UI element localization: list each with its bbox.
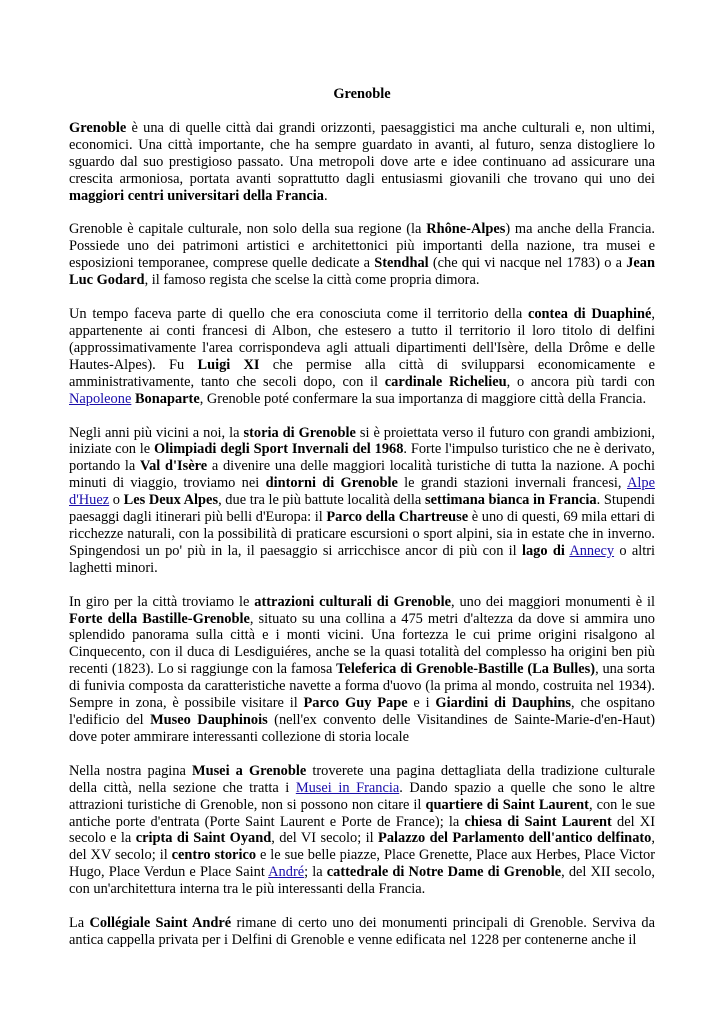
paragraph	[69, 306, 655, 407]
text-run: (nell'ex convento delle Visitandines de Sainte-Marie-d'en-Haut) dove poter ammirare interessanti collezione di storia locale	[69, 712, 655, 745]
text-run: , Grenoble poté confermare la sua importanza di maggiore città della Francia.	[199, 390, 647, 407]
text-run: La	[69, 915, 90, 932]
bold-text: Parco Guy Pape	[303, 695, 408, 712]
text-run: .	[323, 187, 328, 204]
text-run: ; la	[304, 864, 327, 881]
text-run: Negli anni più vicini a noi, la	[69, 424, 244, 441]
text-run: o	[109, 492, 124, 509]
text-run: o altri laghetti minori.	[69, 542, 655, 576]
text-run: è uno di questi, 69 mila ettari di ricchezze naturali, con la possibilità di praticare escursioni o sport alpini, sia in estate che in inverno. Spingendosi un po' più in la, il paesaggio si arricchisce ancor di più con il	[69, 509, 656, 559]
bold-text: Stendhal	[374, 255, 429, 272]
text-run: , una sorta di funivia composta da caratteristiche navette a forma d'uovo (la prima al mondo, costruita nel 1934). Sempre in zona, è possibile visitare il	[69, 661, 655, 712]
bold-text: storia di Grenoble	[243, 424, 356, 441]
text-run: In giro per la città troviamo le	[69, 593, 255, 610]
text-run: , con le sue antiche porte d'entrata (Porte Saint Laurent e Porte de France); la	[69, 796, 655, 830]
text-run: è una di quelle città dai grandi orizzonti, paesaggistici ma anche culturali e, non ultimi, economici. Una città importante, che ha sempre guardato in avanti, al futuro, senza distogliere lo sguardo dal suo prestigioso passato. Una metropoli dove arte e idee continuano ad assicurare una crescita armoniosa, portata avanti soprattutto dagli entusiasmi giovanili che trovano qui uno dei	[69, 119, 655, 187]
text-run: si è proiettata verso il futuro con grandi ambizioni, iniziate con le	[69, 424, 655, 458]
bold-text: Rhône-Alpes	[426, 221, 506, 238]
bold-text: cripta di Saint Oyand	[135, 830, 272, 847]
inline-link[interactable]: Musei in Francia	[295, 779, 400, 796]
text-run: (che qui vi nacque nel 1783) o a	[428, 255, 627, 272]
text-run: le grandi stazioni invernali francesi,	[397, 475, 628, 492]
inline-link[interactable]: Alpe d'Huez	[69, 475, 656, 509]
bold-text: Bonaparte	[134, 390, 200, 407]
bold-text: Collégiale Saint André	[89, 915, 232, 932]
bold-text: Parco della Chartreuse	[326, 509, 469, 526]
bold-text: Jean Luc Godard	[69, 255, 655, 289]
paragraph	[69, 594, 655, 746]
text-run: , del XII secolo, con un'architettura interna tra le più interessanti della Francia.	[69, 864, 655, 898]
bold-text: centro storico	[171, 847, 257, 864]
bold-text: Giardini di Dauphins	[435, 695, 572, 712]
text-run: . Forte l'impulso turistico che ne è derivato, portando la	[69, 441, 655, 475]
text-run: rimane di certo uno dei monumenti principali di Grenoble. Serviva da antica cappella privata per i Delfini di Grenoble e venne edificata nel 1228 per contenerne anche il	[69, 915, 655, 948]
bold-text: Val d'Isère	[140, 458, 208, 475]
bold-text: Palazzo del Parlamento dell'antico delfinato	[378, 830, 652, 847]
document-body	[69, 120, 655, 949]
bold-text: quartiere di Saint Laurent	[425, 796, 589, 813]
paragraph	[69, 120, 655, 205]
document-page	[69, 86, 655, 966]
bold-text: cattedrale di Notre Dame di Grenoble	[326, 864, 562, 881]
text-run: . Stupendi paesaggi dagli itinerari più belli d'Europa: il	[69, 492, 655, 526]
bold-text: lago di	[521, 542, 565, 559]
text-run: Nella nostra pagina	[69, 762, 192, 779]
paragraph	[69, 425, 655, 577]
bold-text: Grenoble	[69, 119, 127, 136]
bold-text: Olimpiadi degli Sport Invernali del 1968	[154, 441, 404, 458]
bold-text: attrazioni culturali di Grenoble	[254, 593, 451, 610]
bold-text: dintorni di Grenoble	[265, 475, 398, 492]
bold-text: maggiori centri universitari della Francia	[69, 187, 324, 204]
bold-text: Musei a Grenoble	[192, 762, 307, 779]
inline-link[interactable]: André	[268, 864, 305, 881]
text-run: Grenoble è capitale culturale, non solo della sua regione (la	[69, 221, 427, 238]
paragraph	[69, 221, 655, 289]
text-run: , del VI secolo; il	[271, 830, 379, 847]
text-run: e i	[407, 695, 436, 712]
bold-text: contea di Duaphiné	[527, 306, 652, 323]
text-run: , del XV secolo; il	[69, 830, 655, 864]
text-run: a divenire una delle maggiori località turistiche di tutta la nazione. A pochi minuti di viaggio, troviamo nei	[69, 458, 655, 492]
bold-text: Teleferica di Grenoble-Bastille (La Bulles)	[336, 661, 596, 678]
text-run: del XI secolo e la	[69, 813, 655, 847]
bold-text: Luigi XI	[197, 356, 260, 373]
bold-text: cardinale Richelieu	[384, 373, 507, 390]
inline-link[interactable]: Napoleone	[69, 390, 132, 407]
text-run: e le sue belle piazze, Place Grenette, Place aux Herbes, Place Victor Hugo, Place Verdun e Place Saint	[69, 847, 655, 881]
bold-text: Les Deux Alpes	[123, 492, 219, 509]
inline-link[interactable]: Annecy	[569, 542, 615, 559]
text-run: , uno dei maggiori monumenti è il	[450, 593, 655, 610]
paragraph	[69, 763, 655, 898]
bold-text: chiesa di Saint Laurent	[464, 813, 612, 830]
bold-text: settimana bianca in Francia	[424, 492, 597, 509]
text-run: Un tempo faceva parte di quello che era conosciuta come il territorio della	[69, 306, 528, 323]
text-run: . Dando spazio a quelle che sono le altre attrazioni turistiche di Grenoble, non si possono non citare il	[69, 779, 655, 813]
paragraph	[69, 915, 655, 949]
text-run: , due tra le più battute località della	[218, 492, 425, 509]
bold-text: Forte della Bastille-Grenoble	[69, 610, 250, 627]
text-run: che permise alla città di svilupparsi economicamente e amministrativamente, tanto che secoli dopo, con il	[69, 356, 655, 390]
text-run: , o ancora più tardi con	[506, 373, 655, 390]
bold-text: Museo Dauphinois	[150, 712, 268, 728]
text-run: , appartenente ai conti francesi di Albon, che estesero a tutto il territorio il loro titolo di delfini (approssimativamente l'area corrispondeva agli attuali dipartimenti dell'Isère, della Drôme e delle Hautes-Alpes). Fu	[69, 306, 655, 373]
document-title: Grenoble	[333, 86, 391, 102]
text-run: , situato su una collina a 475 metri d'altezza da dove si ammira uno splendido panorama sulla città e i monti vicini. Una fortezza le cui prime origini risalgono al Cinquecento, con il duca di Lesdiguiéres, anche se la quasi totalità del complesso ha origini ben più recenti (1823). Lo si raggiunge con la famosa	[69, 610, 655, 678]
text-run: troverete una pagina dettagliata della tradizione culturale della città, nella sezione che tratta i	[69, 762, 655, 796]
text-run: , il famoso regista che scelse la città come propria dimora.	[144, 272, 480, 289]
text-run: , che ospitano l'edificio del	[69, 695, 655, 728]
text-run: ) ma anche della Francia. Possiede uno dei patrimoni artistici e architettonici più importanti della nazione, tra musei e esposizioni temporanee, comprese quelle dedicate a	[69, 221, 655, 272]
